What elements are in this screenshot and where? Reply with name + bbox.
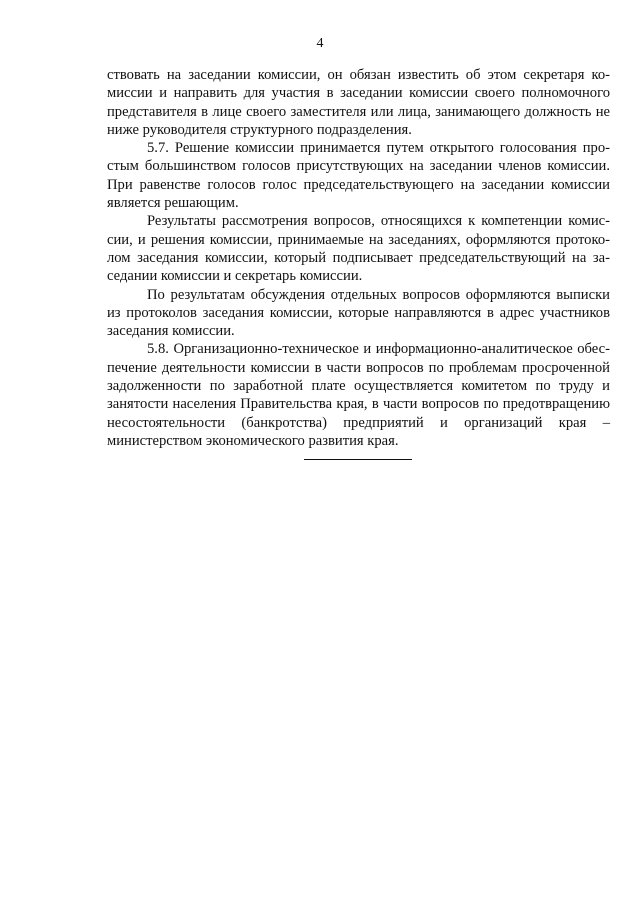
end-of-document-rule xyxy=(304,459,412,460)
page-number: 4 xyxy=(316,36,324,51)
paragraph-results: Результаты рассмотрения вопросов, относящихся к компетенции комиссии, и решения комиссии, принимаемые на заседаниях, оформляются протоколом заседания комиссии, который подписывает председательствующий на заседании комиссии и секретарь комиссии. xyxy=(107,213,610,285)
paragraph-continuation: ствовать на заседании комиссии, он обязан известить об этом секретаря комиссии и направить для участия в заседании комиссии своего полномочного представителя в лице своего заместителя или лица, занимающего должность не ниже руководителя структурного подразделения. xyxy=(107,67,610,138)
paragraph-extracts: По результатам обсуждения отдельных вопросов оформляются выписки из протоколов заседания комиссии, которые направляются в адрес участников заседания комиссии. xyxy=(107,286,610,340)
paragraph-5-8: 5.8. Организационно-техническое и информационно-аналитическое обеспечение деятельности комиссии в части вопросов по проблемам просроченной задолженности по заработной плате осуществляется комитетом по труду и занятости населения Правительства края, в части вопросов по предотвращению несостоятельности (банкротства) предприятий и организаций края – министерством экономического развития края. xyxy=(107,341,610,449)
document-body xyxy=(107,66,610,450)
paragraph-5-7: 5.7. Решение комиссии принимается путем открытого голосования простым большинством голосов присутствующих на заседании членов комиссии. При равенстве голосов голос председательствующего на заседании комиссии является решающим. xyxy=(107,140,610,212)
